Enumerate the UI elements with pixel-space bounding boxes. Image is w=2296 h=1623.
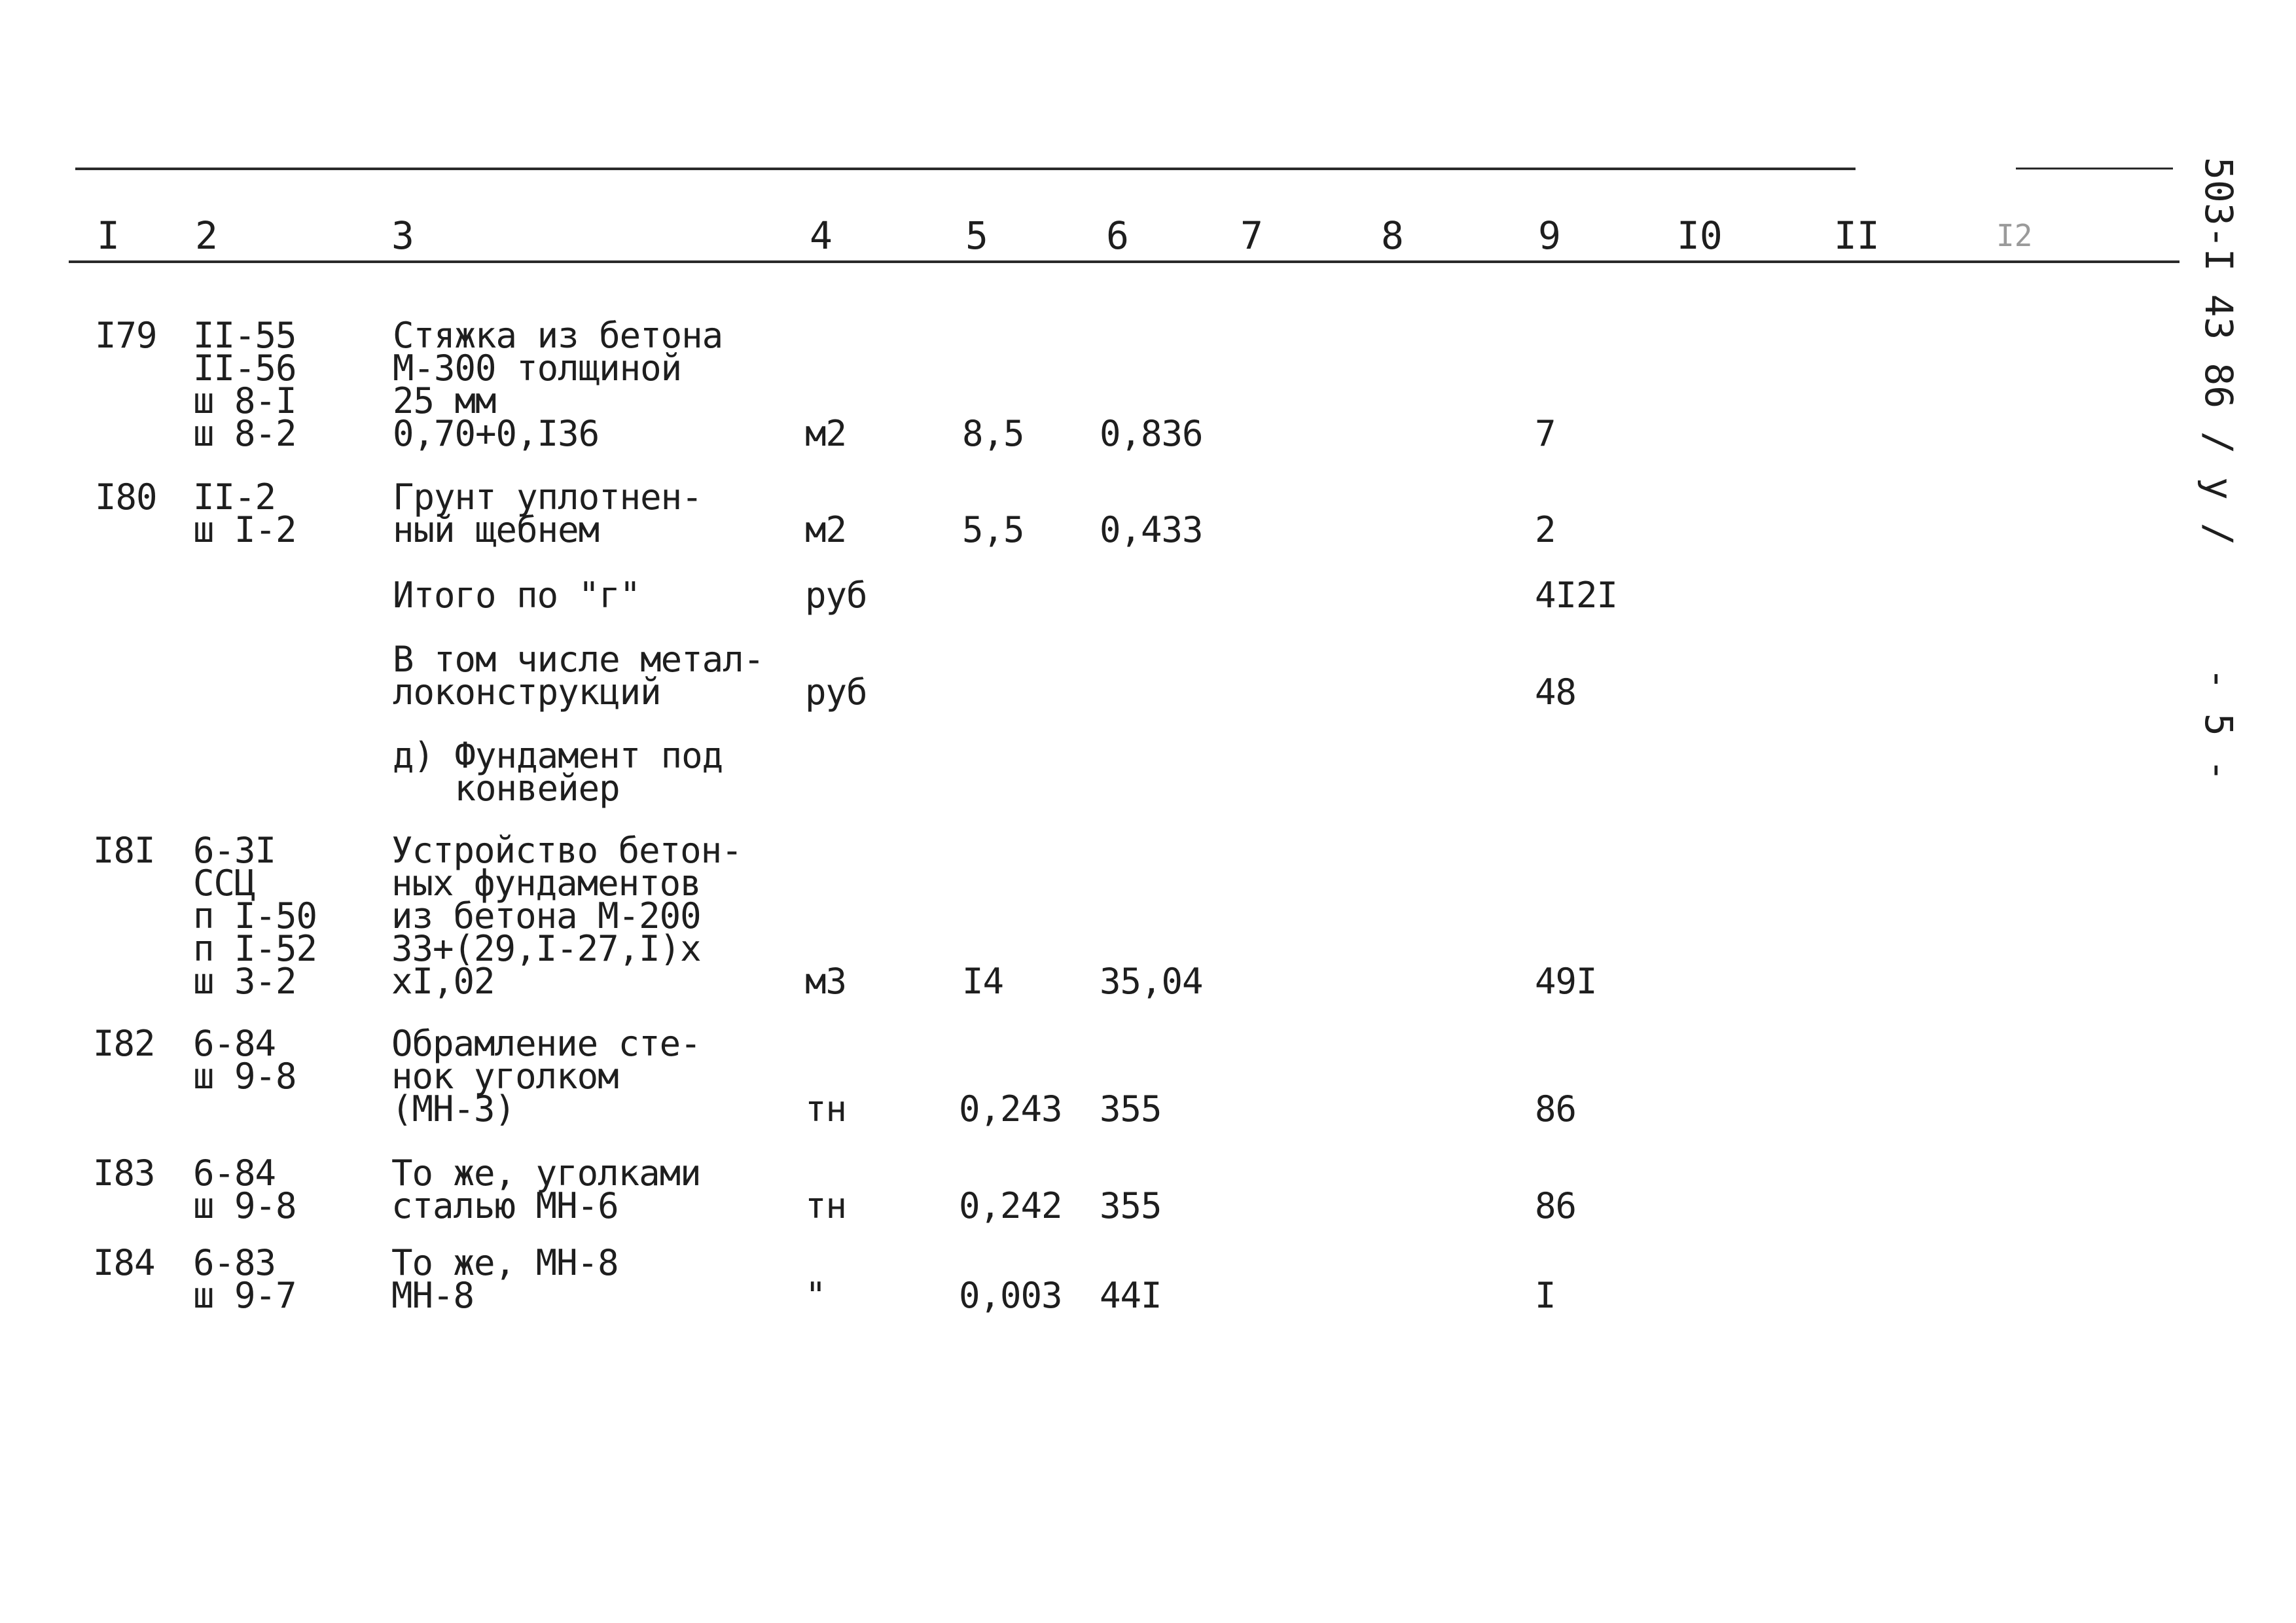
column-header-9: 9 (1538, 213, 1561, 258)
column-header-11: II (1834, 213, 1880, 258)
column-header-3: 3 (391, 213, 414, 258)
work-description: Стяжка из бетона М-300 толщиной 25 мм 0,70+0,I36 (393, 315, 723, 454)
quantity: I4 (962, 961, 1004, 1002)
top-rule (75, 168, 1856, 170)
norm-code: 6-3I ССЦ п I-50 п I-52 ш 3-2 (193, 830, 317, 1002)
document-code: 503-I 43 86 / у / (2197, 157, 2241, 546)
unit-price: 355 (1100, 1185, 1162, 1226)
norm-code: II-55 II-56 ш 8-I ш 8-2 (193, 315, 296, 454)
header-rule (69, 260, 2179, 263)
column-header-6: 6 (1106, 213, 1129, 258)
row-number: I83 (93, 1152, 155, 1194)
row-number: I79 (95, 315, 157, 356)
total-cost: 4I2I (1535, 575, 1618, 616)
row-number: I84 (93, 1242, 155, 1283)
norm-code: 6-84 ш 9-8 (193, 1152, 296, 1226)
row-number: I8I (93, 830, 155, 871)
norm-code: 6-84 ш 9-8 (193, 1023, 296, 1097)
page-number: - 5 - (2197, 668, 2241, 782)
row-number: I80 (95, 476, 157, 518)
column-header-1: I (97, 213, 120, 258)
work-description: В том числе метал- локонструкций (393, 639, 764, 713)
unit: м2 (805, 413, 847, 454)
total-cost: 48 (1535, 671, 1577, 713)
unit: м3 (805, 961, 847, 1002)
total-cost: 86 (1535, 1088, 1577, 1130)
quantity: 0,242 (959, 1185, 1062, 1226)
margin-stamp (2179, 157, 2258, 812)
total-cost: 2 (1535, 509, 1556, 550)
unit-price: 35,04 (1100, 961, 1203, 1002)
quantity: 0,003 (959, 1275, 1062, 1316)
work-description: Грунт уплотнен- ный щебнем (393, 476, 702, 550)
total-cost: 7 (1535, 413, 1556, 454)
column-header-5: 5 (965, 213, 988, 258)
unit: м2 (805, 509, 847, 550)
unit: тн (805, 1088, 847, 1130)
column-header-2: 2 (195, 213, 218, 258)
column-header-12: I2 (1996, 218, 2033, 253)
row-number: I82 (93, 1023, 155, 1064)
work-description: То же, МН-8 МН-8 (391, 1242, 619, 1316)
unit-price: 44I (1100, 1275, 1162, 1316)
unit-price: 355 (1100, 1088, 1162, 1130)
column-header-8: 8 (1381, 213, 1404, 258)
column-header-10: I0 (1677, 213, 1723, 258)
unit: тн (805, 1185, 847, 1226)
section-heading: д) Фундамент под конвейер (393, 735, 723, 809)
work-description: Итого по "г" (393, 575, 641, 616)
work-description: Устройство бетон- ных фундаментов из бетона М-200 33+(29,I-27,I)х хI,02 (391, 830, 742, 1002)
quantity: 5,5 (962, 509, 1024, 550)
unit-price: 0,836 (1100, 413, 1203, 454)
work-description: Обрамление сте- нок уголком (МН-3) (391, 1023, 701, 1130)
norm-code: II-2 ш I-2 (193, 476, 296, 550)
total-cost: 86 (1535, 1185, 1577, 1226)
column-header-4: 4 (810, 213, 833, 258)
top-rule-right (2016, 168, 2173, 169)
quantity: 0,243 (959, 1088, 1062, 1130)
column-header-7: 7 (1240, 213, 1263, 258)
unit: руб (805, 575, 867, 616)
unit: " (805, 1275, 826, 1316)
unit: руб (805, 671, 867, 713)
unit-price: 0,433 (1100, 509, 1203, 550)
total-cost: 49I (1535, 961, 1597, 1002)
quantity: 8,5 (962, 413, 1024, 454)
norm-code: 6-83 ш 9-7 (193, 1242, 296, 1316)
total-cost: I (1535, 1275, 1556, 1316)
work-description: То же, уголками сталью МН-6 (391, 1152, 701, 1226)
